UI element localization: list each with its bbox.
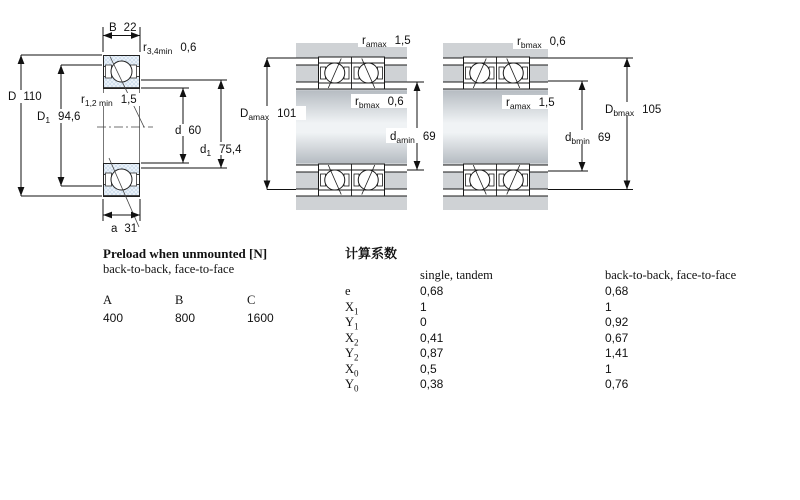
label-rbmax-a: $r_{bmax}$ 0,6 <box>355 96 404 110</box>
preload-col-C: C <box>247 293 256 307</box>
preload-table <box>103 246 338 325</box>
factor-row-Y2: $Y_2$ 0,87 1,41 <box>345 346 629 363</box>
arrangement-drawing-a <box>237 33 438 210</box>
label-dbmin: $d_{bmin}$ 69 <box>565 132 611 146</box>
preload-col-B: B <box>175 293 184 307</box>
preload-value-row <box>103 311 338 325</box>
single-bearing-cross-section <box>5 22 243 235</box>
factor-row-X0: $X_0$ 0,5 1 <box>345 361 612 378</box>
factor-row-X1: $X_1$ 1 1 <box>345 299 612 316</box>
calculation-factors-table <box>345 246 800 393</box>
preload-col-A: A <box>103 293 113 307</box>
factor-row-e: e 0,68 0,68 <box>345 284 629 298</box>
label-B: B 22 <box>109 22 137 34</box>
label-a: a 31 <box>111 223 138 235</box>
dim-dbmin <box>548 81 588 171</box>
dim-Damax <box>267 58 296 190</box>
bearing-bottom-section <box>104 158 140 227</box>
label-D1: $D_1$ 94,6 <box>37 111 81 125</box>
bearing-pair-top <box>464 57 530 89</box>
label-d: d 60 <box>175 125 202 137</box>
dim-a <box>103 199 140 221</box>
factors-header-row <box>345 267 800 284</box>
label-r12: $r_{1,2 min}$ 1,5 <box>81 94 137 108</box>
label-d1: $d_1$ 75,4 <box>200 144 242 158</box>
factors-col-back-to-back: back-to-back, face-to-face <box>605 268 737 282</box>
bearing-pair-top <box>319 57 385 89</box>
factors-col-single-tandem: single, tandem <box>420 268 493 282</box>
label-ramax-a: $r_{amax}$ 1,5 <box>362 35 411 49</box>
ball <box>111 61 132 82</box>
dim-D1 <box>61 65 102 186</box>
label-damin: $d_{amin}$ 69 <box>390 131 436 145</box>
factor-row-X2: $X_2$ 0,41 0,67 <box>345 330 629 347</box>
bearing-drawings <box>0 0 800 245</box>
label-ramax-b: $r_{amax}$ 1,5 <box>506 97 555 111</box>
label-rbmax-b: $r_{bmax}$ 0,6 <box>517 36 566 50</box>
label-Dbmax: $D_{bmax}$ 105 <box>605 104 662 118</box>
dim-Dbmax <box>548 58 633 190</box>
preload-title: Preload when unmounted [N] <box>103 246 268 261</box>
label-Damax: $D_{amax}$ 101 <box>240 108 297 122</box>
factors-title: 计算系数 <box>345 246 398 261</box>
preload-value-B: 800 <box>175 311 196 325</box>
label-r34: $r_{3,4min}$ 0,6 <box>143 42 197 56</box>
bearing-pair-bottom <box>464 164 530 196</box>
preload-value-C: 1600 <box>247 311 274 325</box>
label-D: D 110 <box>8 91 42 103</box>
preload-value-A: 400 <box>103 311 124 325</box>
preload-subtitle: back-to-back, face-to-face <box>103 262 235 276</box>
bearing-top-section <box>104 56 145 128</box>
factor-row-Y0: $Y_0$ 0,38 0,76 <box>345 377 629 394</box>
preload-header-row <box>103 293 338 308</box>
arrangement-drawing-b <box>443 34 664 210</box>
bearing-pair-bottom <box>319 164 385 196</box>
factor-row-Y1: $Y_1$ 0 0,92 <box>345 315 629 332</box>
